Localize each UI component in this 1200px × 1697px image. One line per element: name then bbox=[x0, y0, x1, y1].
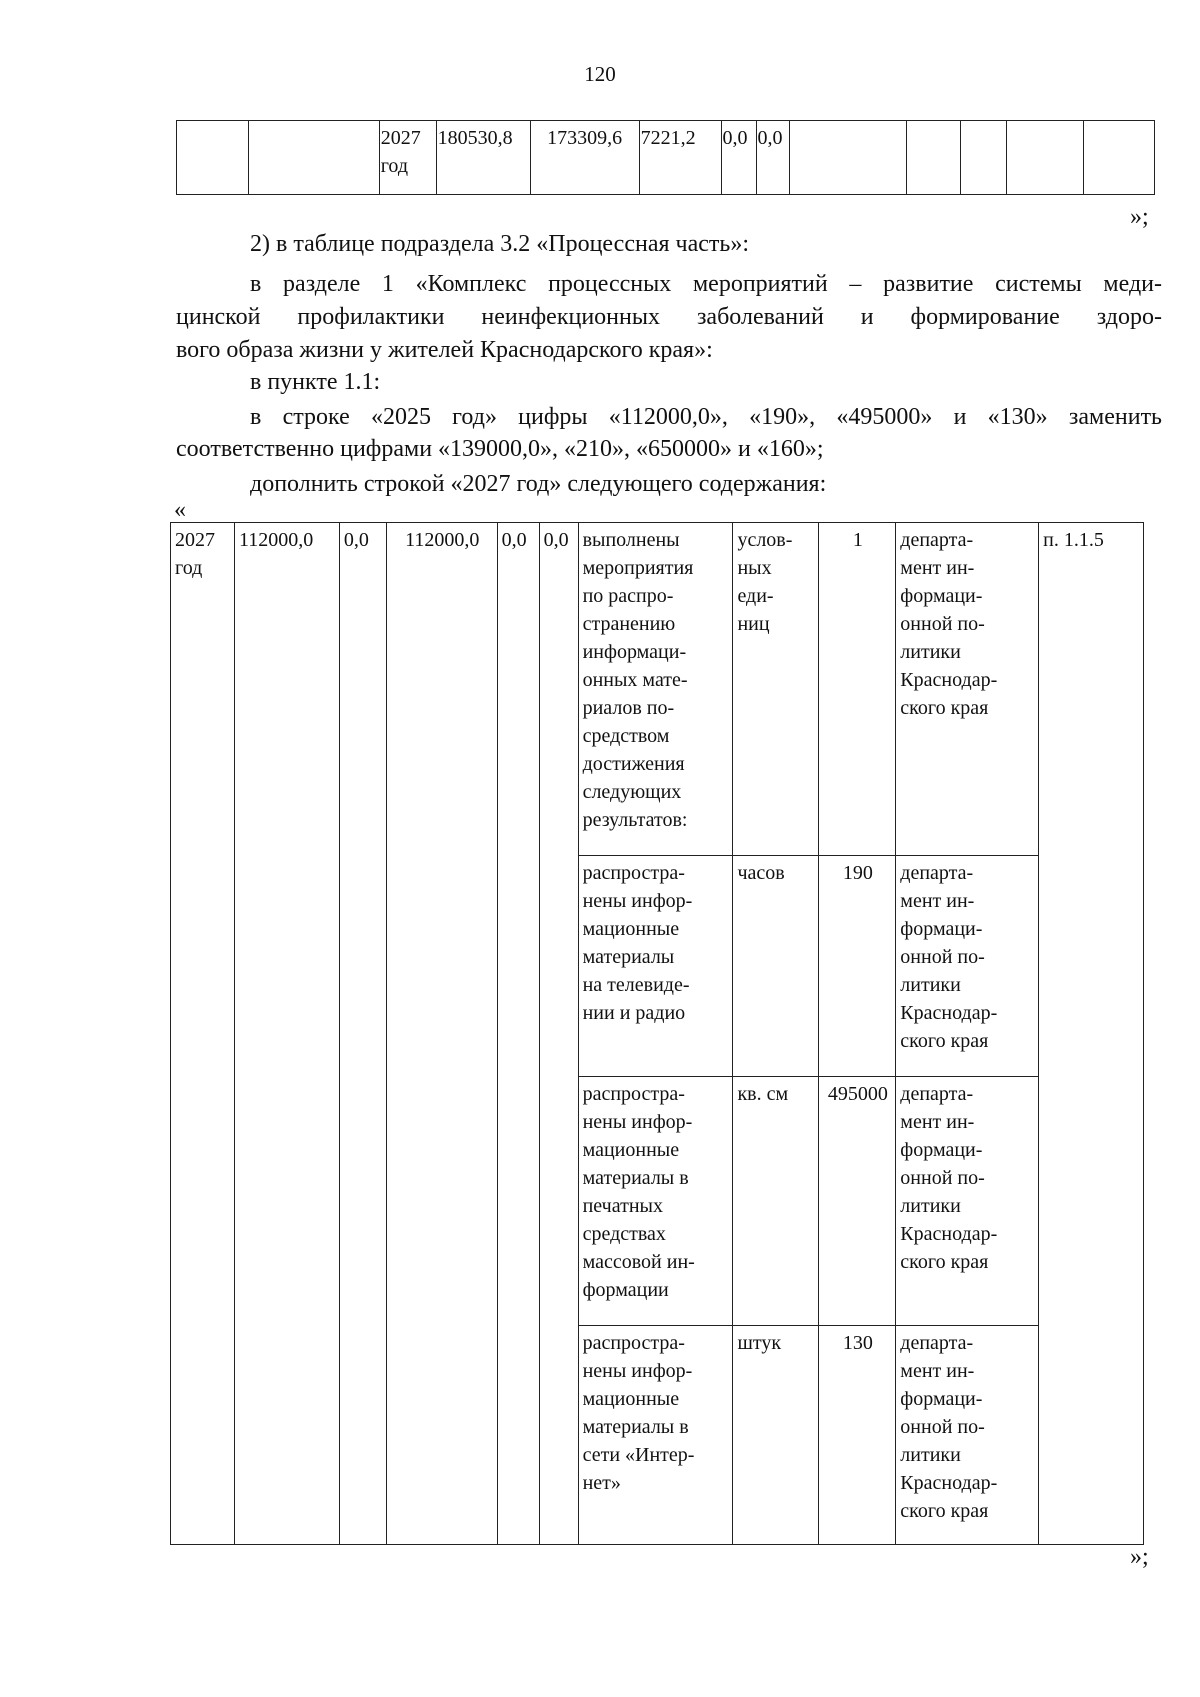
empty-cell bbox=[907, 121, 961, 195]
paragraph: дополнить строкой «2027 год» следующего содержания: bbox=[250, 471, 827, 497]
table-row bbox=[171, 523, 1144, 856]
result-cell: распростра- нены инфор- мационные материалы на телевиде- нии и радио bbox=[578, 856, 733, 1077]
paragraph: в разделе 1 «Комплекс процессных мероприятий – развитие системы меди- bbox=[250, 271, 1162, 297]
unit-cell: штук bbox=[733, 1326, 819, 1545]
empty-cell bbox=[790, 121, 907, 195]
value-cell: 0,0 bbox=[339, 523, 386, 1545]
unit-cell: услов- ных еди- ниц bbox=[733, 523, 819, 856]
unit-cell: кв. см bbox=[733, 1077, 819, 1326]
department-cell: департа- мент ин- формаци- онной по- литики Краснодар- ского края bbox=[896, 1077, 1039, 1326]
value-cell: 0,0 bbox=[756, 121, 790, 195]
result-cell: выполнены мероприятия по распро- странению информаци- онных мате- риалов по- средством достижения следующих результатов: bbox=[578, 523, 733, 856]
empty-cell bbox=[1007, 121, 1084, 195]
value-cell: 180530,8 bbox=[436, 121, 530, 195]
value-cell: 112000,0 bbox=[234, 523, 339, 1545]
department-cell: департа- мент ин- формаци- онной по- литики Краснодар- ского края bbox=[896, 856, 1039, 1077]
paragraph: в пункте 1.1: bbox=[250, 369, 381, 395]
year-cell: 2027 год bbox=[171, 523, 235, 1545]
empty-cell bbox=[1084, 121, 1155, 195]
closing-quote: »; bbox=[1130, 1544, 1149, 1570]
paragraph: соответственно цифрами «139000,0», «210», «650000» и «160»; bbox=[176, 436, 824, 462]
value-cell: 7221,2 bbox=[639, 121, 721, 195]
continued-table bbox=[176, 120, 1155, 195]
closing-quote: »; bbox=[1130, 204, 1149, 230]
empty-cell bbox=[248, 121, 379, 195]
page-number: 120 bbox=[584, 62, 616, 86]
department-cell: департа- мент ин- формаци- онной по- литики Краснодар- ского края bbox=[896, 1326, 1039, 1545]
empty-cell bbox=[177, 121, 249, 195]
paragraph: 2) в таблице подраздела 3.2 «Процессная часть»: bbox=[250, 231, 749, 257]
paragraph: вого образа жизни у жителей Краснодарского края»: bbox=[176, 337, 713, 363]
target-value-cell: 1 bbox=[819, 523, 896, 856]
target-value-cell: 190 bbox=[819, 856, 896, 1077]
value-cell: 0,0 bbox=[721, 121, 756, 195]
target-value-cell: 130 bbox=[819, 1326, 896, 1545]
value-cell: 0,0 bbox=[539, 523, 578, 1545]
unit-cell: часов bbox=[733, 856, 819, 1077]
department-cell: департа- мент ин- формаци- онной по- литики Краснодар- ского края bbox=[896, 523, 1039, 856]
year-cell: 2027 год bbox=[379, 121, 436, 195]
result-cell: распростра- нены инфор- мационные материалы в сети «Интер- нет» bbox=[578, 1326, 733, 1545]
value-cell: 112000,0 bbox=[386, 523, 497, 1545]
result-cell: распростра- нены инфор- мационные материалы в печатных средствах массовой ин- формации bbox=[578, 1077, 733, 1326]
opening-quote: « bbox=[174, 497, 186, 523]
table-row bbox=[177, 121, 1155, 195]
target-value-cell: 495000 bbox=[819, 1077, 896, 1326]
main-table bbox=[170, 522, 1144, 1545]
empty-cell bbox=[961, 121, 1007, 195]
paragraph: цинской профилактики неинфекционных заболеваний и формирование здоро- bbox=[176, 304, 1162, 330]
value-cell: 0,0 bbox=[497, 523, 539, 1545]
reference-cell: п. 1.1.5 bbox=[1039, 523, 1144, 1545]
value-cell: 173309,6 bbox=[530, 121, 639, 195]
paragraph: в строке «2025 год» цифры «112000,0», «190», «495000» и «130» заменить bbox=[250, 404, 1162, 430]
